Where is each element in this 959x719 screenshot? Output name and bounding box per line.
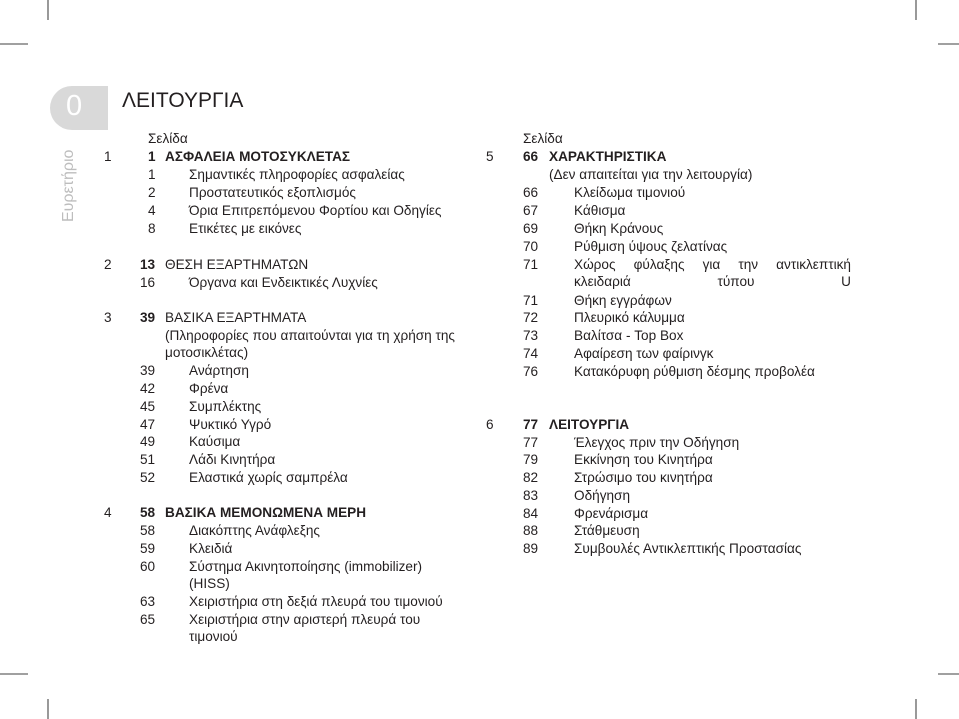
item-page: 77: [523, 435, 539, 450]
item-text: Κλειδιά: [189, 541, 233, 556]
item-page: 60: [140, 559, 156, 574]
chapter-title: ΧΑΡΑΚΤΗΡΙΣΤΙΚΑ: [549, 149, 667, 164]
item-text: Εκκίνηση του Κινητήρα: [574, 452, 713, 467]
item-text: Στρώσιμο του κινητήρα: [574, 470, 713, 485]
chapter-page: 77: [523, 417, 539, 432]
item-page: 74: [523, 346, 539, 361]
chapter-number: 2: [104, 257, 112, 272]
chapter-number: 1: [104, 149, 112, 164]
item-page: 71: [523, 257, 539, 272]
chapter-page: 39: [140, 310, 156, 325]
item-page: 4: [148, 203, 156, 218]
item-text: Συμπλέκτης: [189, 399, 262, 414]
item-page: 42: [140, 381, 156, 396]
item-page: 8: [148, 221, 156, 236]
item-page: 65: [140, 612, 156, 627]
item-text: Φρενάρισμα: [574, 506, 649, 521]
item-text: Στάθμευση: [574, 523, 640, 538]
chapter-number: 6: [486, 417, 494, 432]
item-page: 89: [523, 541, 539, 556]
item-text: Βαλίτσα - Top Box: [574, 328, 684, 343]
item-text: Φρένα: [189, 381, 229, 396]
chapter-title: ΒΑΣΙΚΑ ΕΞΑΡΤΗΜΑΤΑ: [165, 310, 307, 325]
page-title: ΛΕΙΤΟΥΡΓΙΑ: [122, 89, 244, 112]
item-text: Ετικέτες με εικόνες: [189, 221, 302, 236]
item-page: 49: [140, 434, 156, 449]
item-text: Διακόπτης Ανάφλεξης: [189, 523, 320, 538]
item-text: Ελαστικά χωρίς σαμπρέλα: [189, 470, 348, 485]
item-text: Ανάρτηση: [189, 363, 249, 378]
chapter-title: ΛΕΙΤΟΥΡΓΙΑ: [549, 417, 630, 432]
item-text: Κάθισμα: [574, 203, 626, 218]
chapter-number: 3: [104, 310, 112, 325]
item-page: 83: [523, 488, 539, 503]
item-text: Προστατευτικός εξοπλισμός: [189, 185, 356, 200]
item-text: Κατακόρυφη ρύθμιση δέσμης προβολέα: [574, 364, 815, 379]
item-page: 84: [523, 506, 539, 521]
chapter-note: (Δεν απαιτείται για την λειτουργία): [549, 167, 753, 182]
item-text: Σημαντικές πληροφορίες ασφαλείας: [189, 167, 405, 182]
item-page: 2: [148, 185, 156, 200]
item-text: Όρια Επιτρεπόμενου Φορτίου και Οδηγίες: [189, 203, 442, 218]
item-page: 76: [523, 364, 539, 379]
item-text: Κλείδωμα τιμονιού: [574, 185, 686, 200]
item-text: Θήκη Κράνους: [574, 221, 664, 236]
item-page: 69: [523, 221, 539, 236]
item-page: 63: [140, 594, 156, 609]
chapter-number: 0: [66, 90, 83, 122]
chapter-number: 5: [486, 149, 494, 164]
item-page: 52: [140, 470, 156, 485]
item-page: 39: [140, 363, 156, 378]
item-text: Λάδι Κινητήρα: [189, 452, 276, 467]
item-text: Χειριστήρια στη δεξιά πλευρά του τιμονιού: [189, 594, 443, 609]
chapter-number: 4: [104, 505, 112, 520]
item-text: Χειριστήρια στην αριστερή πλευρά του τιμονιού: [189, 612, 421, 644]
item-text: Συμβουλές Αντικλεπτικής Προστασίας: [574, 541, 802, 556]
item-page: 71: [523, 293, 539, 308]
item-page: 73: [523, 328, 539, 343]
chapter-title: ΑΣΦΑΛΕΙΑ ΜΟΤΟΣΥΚΛΕΤΑΣ: [165, 149, 351, 164]
item-text: Ρύθμιση ύψους ζελατίνας: [574, 239, 728, 254]
item-page: 72: [523, 310, 539, 325]
page-column-header: Σελίδα: [523, 131, 563, 146]
item-text: Έλεγχος πριν την Οδήγηση: [574, 435, 740, 450]
chapter-page: 58: [140, 505, 156, 520]
page-column-header: Σελίδα: [148, 131, 188, 146]
chapter-title: ΘΕΣΗ ΕΞΑΡΤΗΜΑΤΩΝ: [165, 257, 309, 272]
item-text: Πλευρικό κάλυμμα: [574, 310, 685, 325]
item-text: Θήκη εγγράφων: [574, 293, 672, 308]
item-text: Όργανα και Ενδεικτικές Λυχνίες: [189, 275, 378, 290]
item-page: 67: [523, 203, 539, 218]
chapter-page: 13: [140, 257, 156, 272]
item-page: 1: [148, 167, 156, 182]
item-page: 45: [140, 399, 156, 414]
item-text: Ψυκτικό Υγρό: [189, 417, 272, 432]
chapter-page: 1: [148, 149, 156, 164]
item-page: 47: [140, 417, 156, 432]
item-page: 88: [523, 523, 539, 538]
chapter-title: ΒΑΣΙΚΑ ΜΕΜΟΝΩΜΕΝΑ ΜΕΡΗ: [165, 505, 367, 520]
chapter-page: 66: [523, 149, 539, 164]
item-text: Καύσιμα: [189, 434, 241, 449]
item-page: 59: [140, 541, 156, 556]
item-page: 66: [523, 185, 539, 200]
side-label: Ευρετήριο: [60, 149, 77, 222]
item-page: 16: [140, 275, 156, 290]
item-text: Σύστημα Ακινητοποίησης (immobilizer) (HISS): [189, 559, 423, 591]
item-page: 79: [523, 452, 539, 467]
chapter-note: (Πληροφορίες που απαιτούνται για τη χρήση της μοτοσικλέτας): [165, 328, 455, 360]
item-text: Οδήγηση: [574, 488, 631, 503]
item-text: Αφαίρεση των φαίρινγκ: [574, 346, 714, 361]
item-page: 51: [140, 452, 156, 467]
item-page: 82: [523, 470, 539, 485]
item-page: 70: [523, 239, 539, 254]
item-page: 58: [140, 523, 156, 538]
item-text: Χώρος φύλαξης για την αντικλεπτική κλειδαριά τύπου U: [574, 257, 851, 289]
